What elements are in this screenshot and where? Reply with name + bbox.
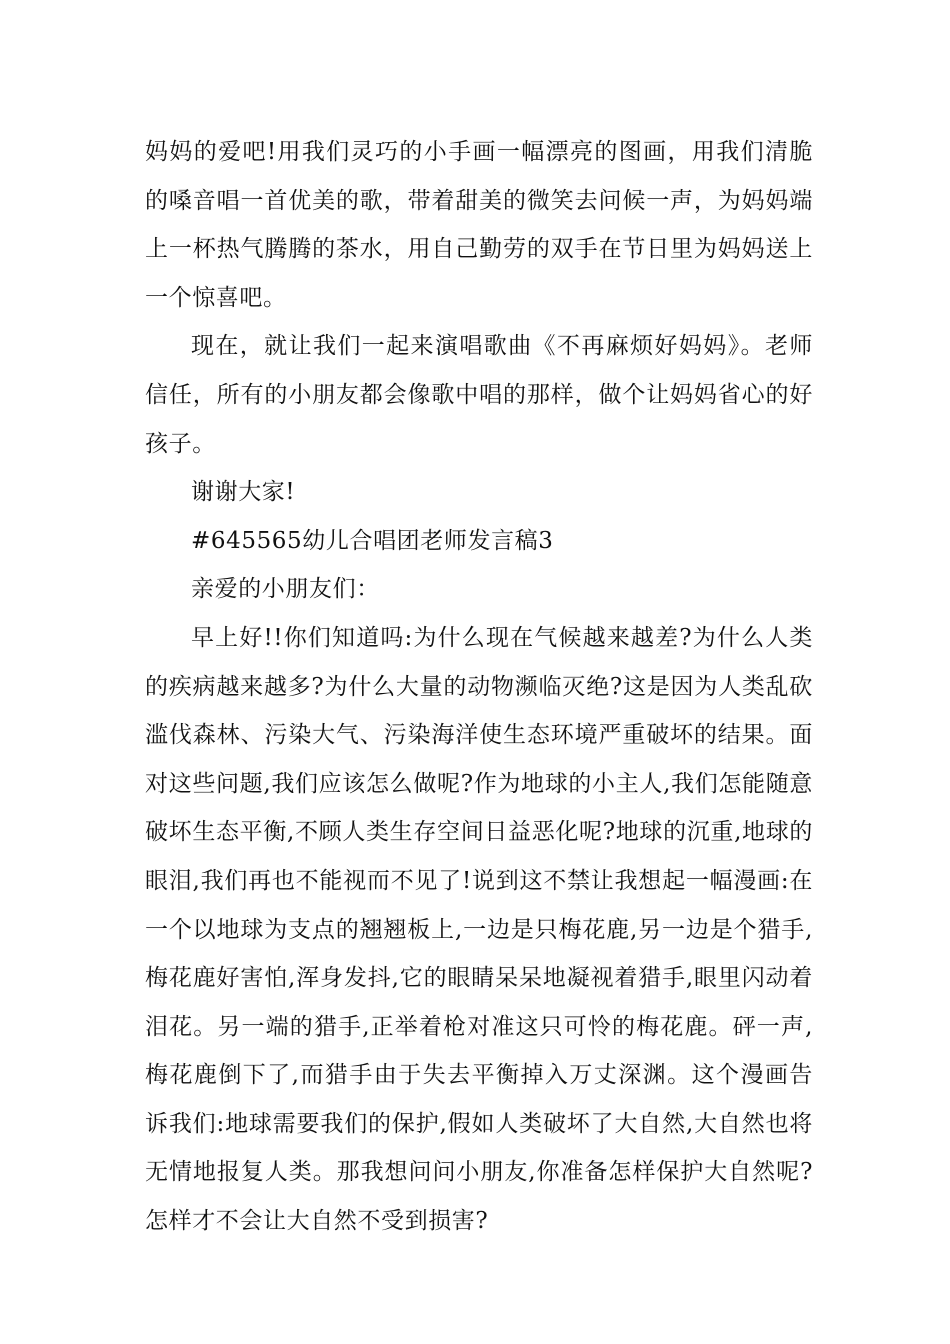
paragraph-salutation: 亲爱的小朋友们： <box>191 576 380 603</box>
paragraph-environment-speech: 早上好!!你们知道吗:为什么现在气候越来越差?为什么人类的疾病越来越多?为什么大量的动物濒临灭绝?这是因为人类乱砍滥伐森林、污染大气、污染海洋使生态环境严重破坏的结果。面对这些问题,我们应该怎么做呢?作为地球的小主人,我们怎能随意破坏生态平衡,不顾人类生存空间日益恶化呢?地球的沉重,地球的眼泪,我们再也不能视而不见了!说到这不禁让我想起一幅漫画:在一个以地球为支点的翘翘板上,一边是只梅花鹿,另一边是个猎手,梅花鹿好害怕,浑身发抖,它的眼睛呆呆地凝视着猎手,眼里闪动着泪花。另一端的猎手,正举着枪对准这只可怜的梅花鹿。砰一声,梅花鹿倒下了,而猎手由于失去平衡掉入万丈深渊。这个漫画告诉我们:地球需要我们的保护,假如人类破坏了大自然,大自然也将无情地报复人类。那我想问问小朋友,你准备怎样保护大自然呢?怎样才不会让大自然不受到损害? <box>145 624 813 1235</box>
paragraph-song-introduction: 现在，就让我们一起来演唱歌曲《不再麻烦好妈妈》。老师信任，所有的小朋友都会像歌中唱的那样，做个让妈妈省心的好孩子。 <box>145 333 813 457</box>
document-body <box>145 128 813 1246</box>
paragraph-closing-mothers-day: 妈妈的爱吧!用我们灵巧的小手画一幅漂亮的图画，用我们清脆的嗓音唱一首优美的歌，带着甜美的微笑去问候一声，为妈妈端上一杯热气腾腾的茶水，用自己勤劳的双手在节日里为妈妈送上一个惊喜吧。 <box>145 139 813 311</box>
paragraph-thanks: 谢谢大家! <box>191 479 296 506</box>
section-heading: #645565幼儿合唱团老师发言稿3 <box>191 527 554 554</box>
